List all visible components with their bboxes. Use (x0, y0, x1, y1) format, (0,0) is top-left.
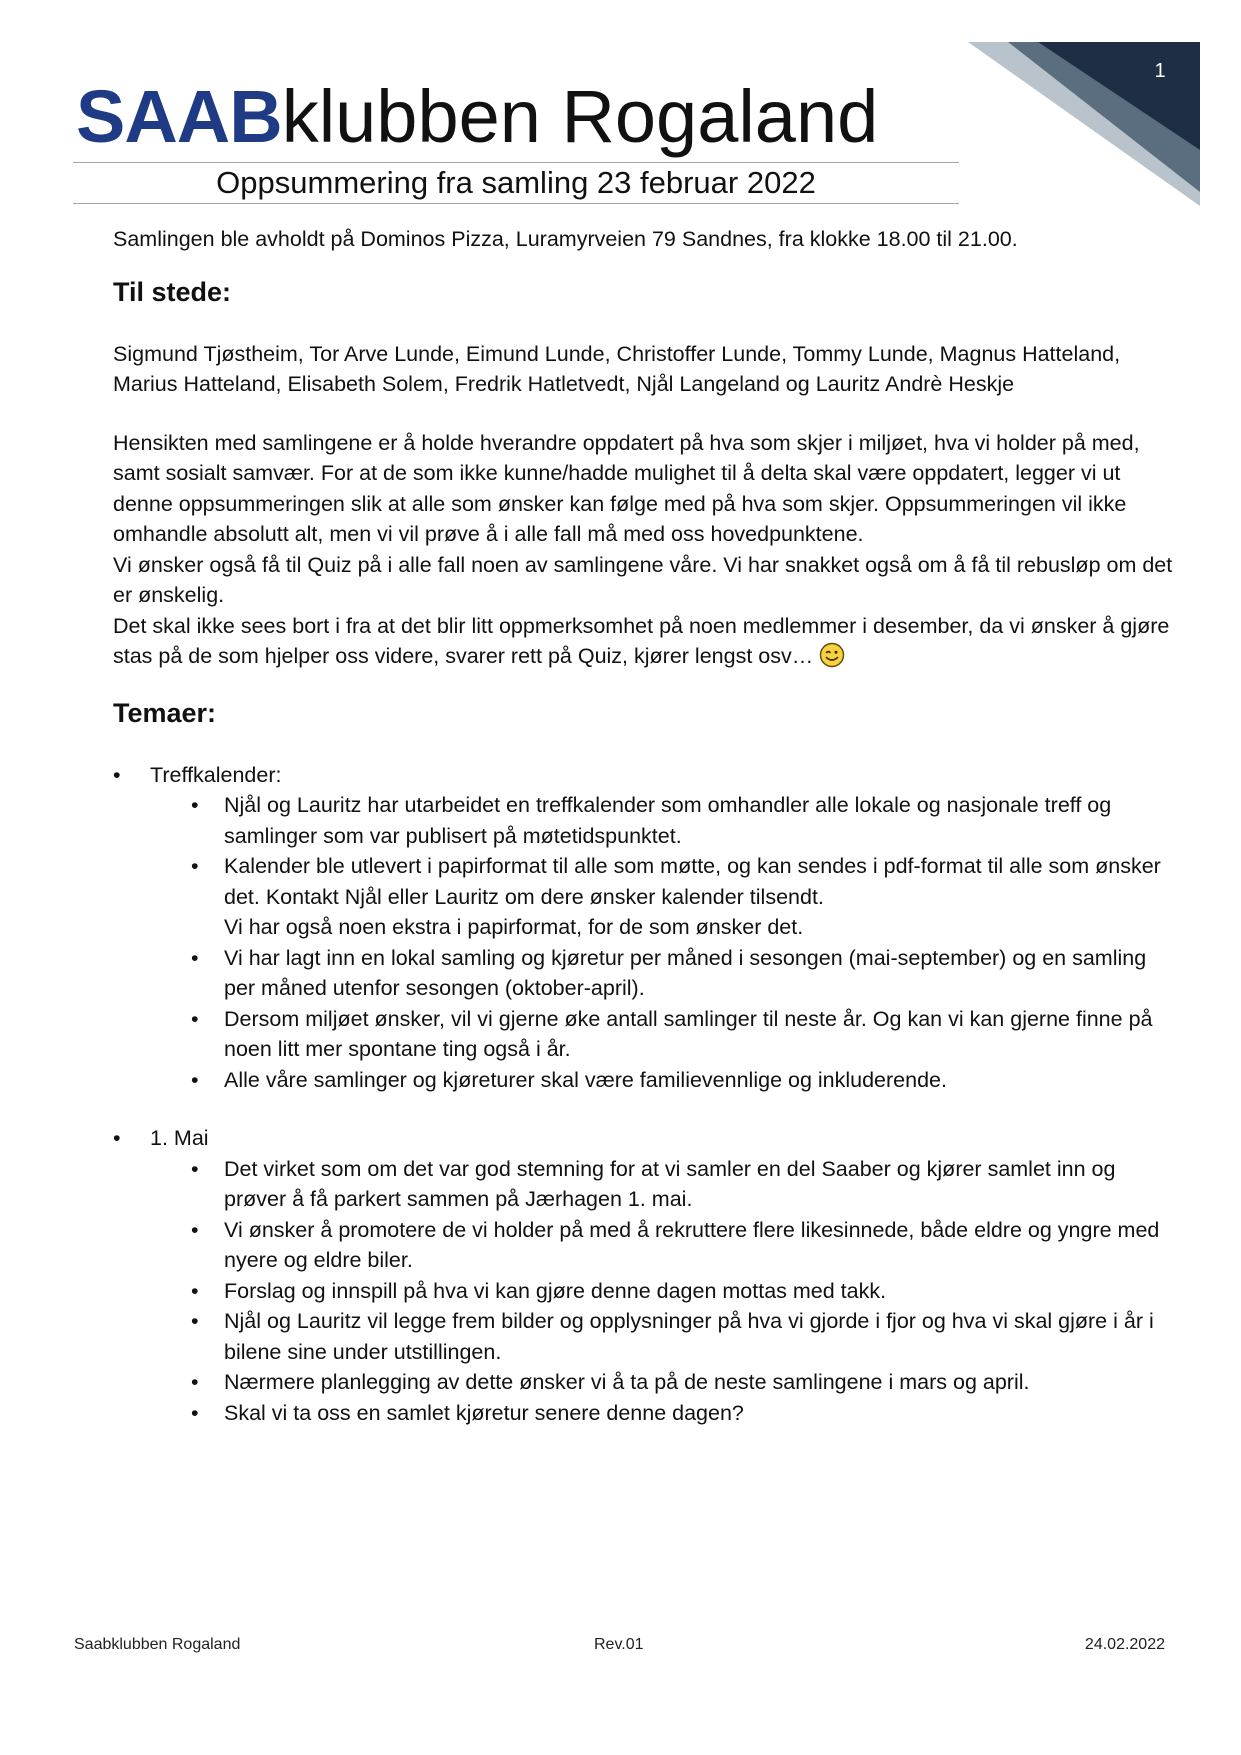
document-subtitle: Oppsummering fra samling 23 februar 2022 (216, 165, 816, 200)
footer-revision: Rev.01 (594, 1636, 644, 1653)
topic-point-text: Kalender ble utlevert i papirformat til alle som møtte, og kan sendes i pdf-format til alle som ønsker det. Kontakt Njål eller Lauritz om dere ønsker kalender tilsendt. (224, 854, 1161, 909)
document-body (113, 224, 1173, 1456)
topic-point: • Vi har lagt inn en lokal samling og kjøretur per måned i sesongen (mai-september) og en samling per måned utenfor sesongen (oktober-april). (224, 943, 1173, 1004)
topic-point: • Forslag og innspill på hva vi kan gjøre denne dagen mottas med takk. (224, 1276, 1173, 1307)
topic-point-text: Vi har også noen ekstra i papirformat, for de som ønsker det. (224, 915, 804, 939)
topic-point: • Skal vi ta oss en samlet kjøretur senere denne dagen? (224, 1398, 1173, 1429)
header-rule-bottom (73, 203, 959, 204)
intro-paragraph: Samlingen ble avholdt på Dominos Pizza, Luramyrveien 79 Sandnes, fra klokke 18.00 til 21.00. (113, 227, 1018, 251)
topic-title: Treffkalender: (150, 762, 282, 787)
topic-point: • Vi ønsker å promotere de vi holder på med å rekruttere flere likesinnede, både eldre og yngre med nyere og eldre biler. (224, 1215, 1173, 1276)
topic-point: • Alle våre samlinger og kjøreturer skal være familievennlige og inkluderende. (224, 1065, 1173, 1096)
topic-title: 1. Mai (150, 1126, 209, 1150)
purpose-paragraph: Hensikten med samlingene er å holde hverandre oppdatert på hva som skjer i miljøet, hva vi holder på med, samt sosialt samvær. For at de som ikke kunne/hadde mulighet til å delta skal være oppdatert, legger vi ut denne oppsummeringen slik at alle som ønsker kan følge med på hva som skjer. Oppsummeringen vil ikke omhandle absolutt alt, men vi vil prøve å i alle fall må med oss hovedpunktene. (113, 430, 1140, 546)
attendees-heading: Til stede: (113, 276, 232, 307)
topic-1-mai (113, 1123, 1173, 1428)
topic-point: • Njål og Lauritz vil legge frem bilder og opplysninger på hva vi gjorde i fjor og hva vi skal gjøre i år i bilene sine under utstillingen. (224, 1306, 1173, 1367)
topics-heading: Temaer: (113, 697, 217, 728)
purpose-section (113, 428, 1173, 672)
footer-club-name: Saabklubben Rogaland (74, 1636, 241, 1653)
topic-point: • Dersom miljøet ønsker, vil vi gjerne øke antall samlinger til neste år. Og kan vi kan gjerne finne på noen litt mer spontane ting også i år. (224, 1004, 1173, 1065)
quiz-paragraph: Vi ønsker også få til Quiz på i alle fall noen av samlingene våre. Vi har snakket også om å få til rebusløp om det er ønskelig. (113, 552, 1173, 607)
topic-point (224, 851, 1173, 943)
attendees-list: Sigmund Tjøstheim, Tor Arve Lunde, Eimund Lunde, Christoffer Lunde, Tommy Lunde, Magnus Hatteland, Marius Hatteland, Elisabeth Solem, Fredrik Hatletvedt, Njål Langeland og Lauritz Andrè Heskje (113, 341, 1121, 396)
topic-point: • Njål og Lauritz har utarbeidet en treffkalender som omhandler alle lokale og nasjonale treff og samlinger som var publisert på møtetidspunktet. (224, 790, 1173, 851)
winking-smiley-icon (819, 642, 845, 668)
december-paragraph (113, 611, 1173, 672)
footer-date: 24.02.2022 (1084, 1636, 1165, 1653)
topic-point: • Nærmere planlegging av dette ønsker vi å ta på de neste samlingene i mars og april. (224, 1367, 1173, 1398)
topics-list (113, 760, 1173, 1429)
topic-point: • Det virket som om det var god stemning for at vi samler en del Saaber og kjører samlet inn og prøver å få parkert sammen på Jærhagen 1. mai. (224, 1154, 1173, 1215)
topic-points (150, 1154, 1173, 1429)
page-number: 1 (1154, 60, 1166, 82)
topic-points (150, 790, 1173, 1095)
topic-treffkalender (113, 760, 1173, 1096)
logo-brand: SAAB (76, 75, 282, 158)
club-logo (76, 72, 878, 162)
december-text: Det skal ikke sees bort i fra at det blir litt oppmerksomhet på noen medlemmer i desember, da vi ønsker å gjøre stas på de som hjelper oss videre, svarer rett på Quiz, kjører lengst osv… (113, 613, 1170, 668)
logo-club-name: klubben Rogaland (281, 75, 879, 158)
